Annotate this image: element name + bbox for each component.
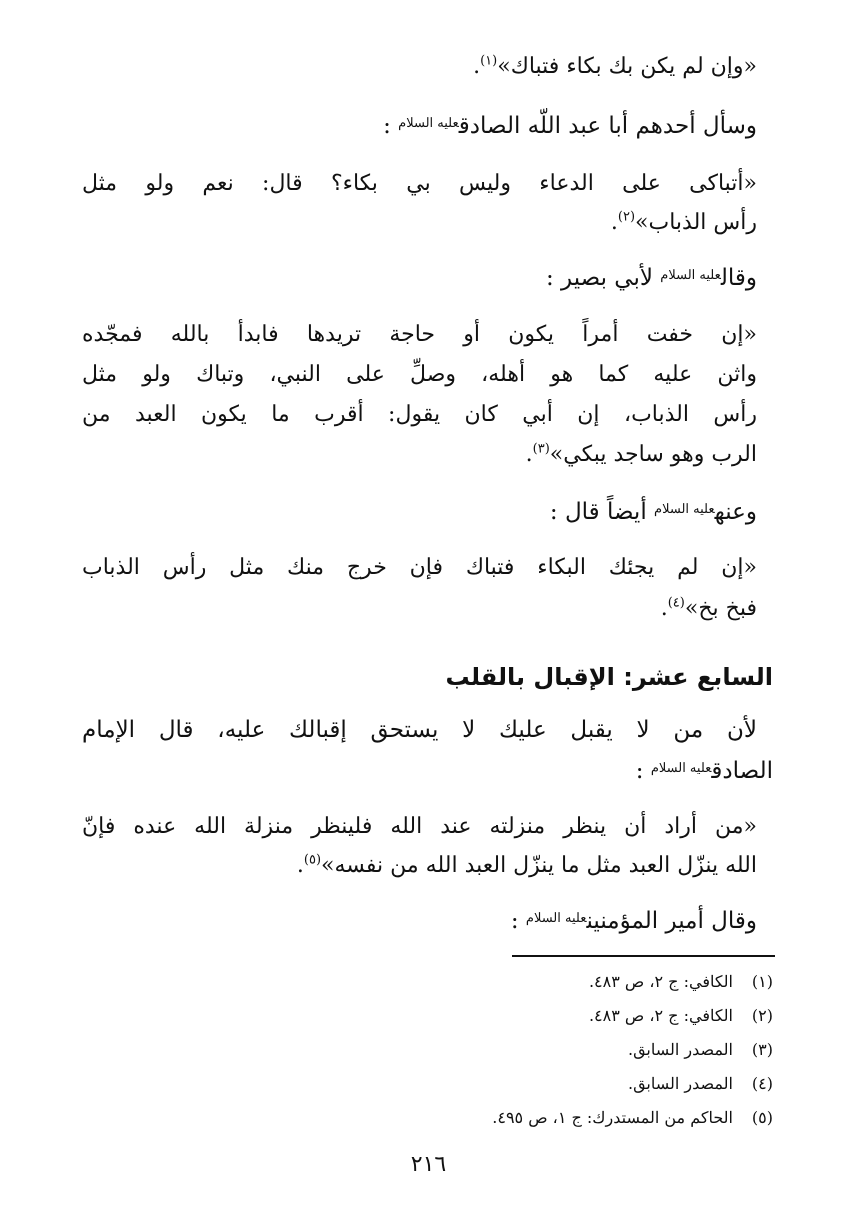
footnote-number: (٤) [751, 1074, 773, 1093]
paragraph-line: الصادق$^{عليه السلام}$ : [635, 758, 773, 784]
footnote-ref: (٢) [617, 209, 636, 225]
footnote-ref: (٣) [532, 441, 550, 457]
footnote-text: الكافي: ج ٢، ص ٤٨٣. [588, 1006, 733, 1025]
honorific: عليه السلام [660, 268, 721, 283]
footnote-ref: (٤) [667, 595, 685, 611]
quote-line: «إن خفت أمراً يكون أو حاجة تريدها فابدأ بالله فمجّده [82, 322, 757, 347]
narration-line: وسأل أحدهم أبا عبد اللّه الصادق$^{عليه السلام}$ : [383, 113, 757, 139]
honorific: عليه السلام [525, 911, 587, 926]
footnote-ref: (٥) [303, 852, 322, 868]
footnote [628, 1074, 773, 1093]
footnote-text: الكافي: ج ٢، ص ٤٨٣. [588, 972, 733, 991]
footnote-text: المصدر السابق. [627, 1040, 733, 1059]
quote-line: واثن عليه كما هو أهله، وصلِّ على النبي، وتباك ولو مثل [82, 362, 757, 387]
honorific: عليه السلام [654, 502, 715, 517]
page-number: ٢١٦ [410, 1152, 447, 1177]
quote-line: الله ينزّل العبد مثل ما ينزّل العبد الله من نفسه»$^{(٥)}$. [296, 852, 757, 878]
honorific: عليه السلام [398, 116, 459, 131]
quote-line: «إن لم يجئك البكاء فتباك فإن خرج منك مثل رأس الذباب [82, 555, 757, 580]
footnote-number: (٢) [751, 1006, 773, 1025]
quote-line: رأس الذباب، إن أبي كان يقول: أقرب ما يكون العبد من [82, 402, 757, 427]
quote-line: رأس الذباب»$^{(٢)}$. [610, 209, 757, 235]
quote-line: «أتباكى على الدعاء وليس بي بكاء؟ قال: نعم ولو مثل [82, 171, 757, 196]
footnote-number: (١) [751, 972, 773, 991]
footnote [628, 1040, 773, 1059]
footnote-text: الحاكم من المستدرك: ج ١، ص ٤٩٥. [492, 1108, 733, 1127]
narration-line: وعنه$^{عليه السلام}$ أيضاً قال : [549, 499, 757, 525]
narration-line: وقال$^{عليه السلام}$ لأبي بصير : [545, 265, 757, 291]
footnote-divider [512, 955, 775, 957]
footnote [589, 1006, 773, 1025]
footnote-text: المصدر السابق. [627, 1074, 733, 1093]
quote-line: فبخ بخ»$^{(٤)}$. [660, 595, 757, 621]
footnote-number: (٥) [751, 1108, 773, 1127]
section-heading: السابع عشر: الإقبال بالقلب [445, 663, 773, 691]
quote-line: «من أراد أن ينظر منزلته عند الله فلينظر منزلة الله عنده فإنّ [82, 814, 757, 839]
quote-line: الرب وهو ساجد يبكي»$^{(٣)}$. [525, 441, 757, 467]
narration-line: وقال أمير المؤمنين$^{عليه السلام}$ : [510, 908, 757, 934]
quote-text: «وإن لم يكن بك بكاء فتباك» [497, 54, 757, 79]
footnote [492, 1108, 773, 1127]
quote-line: «وإن لم يكن بك بكاء فتباك»$^{(١)}$. [473, 53, 757, 79]
footnote-ref: (١) [480, 53, 498, 69]
footnote-number: (٣) [751, 1040, 773, 1059]
honorific: عليه السلام [650, 761, 712, 776]
footnote [589, 972, 773, 991]
paragraph-line: لأن من لا يقبل عليك لا يستحق إقبالك عليه، قال الإمام [82, 717, 757, 743]
